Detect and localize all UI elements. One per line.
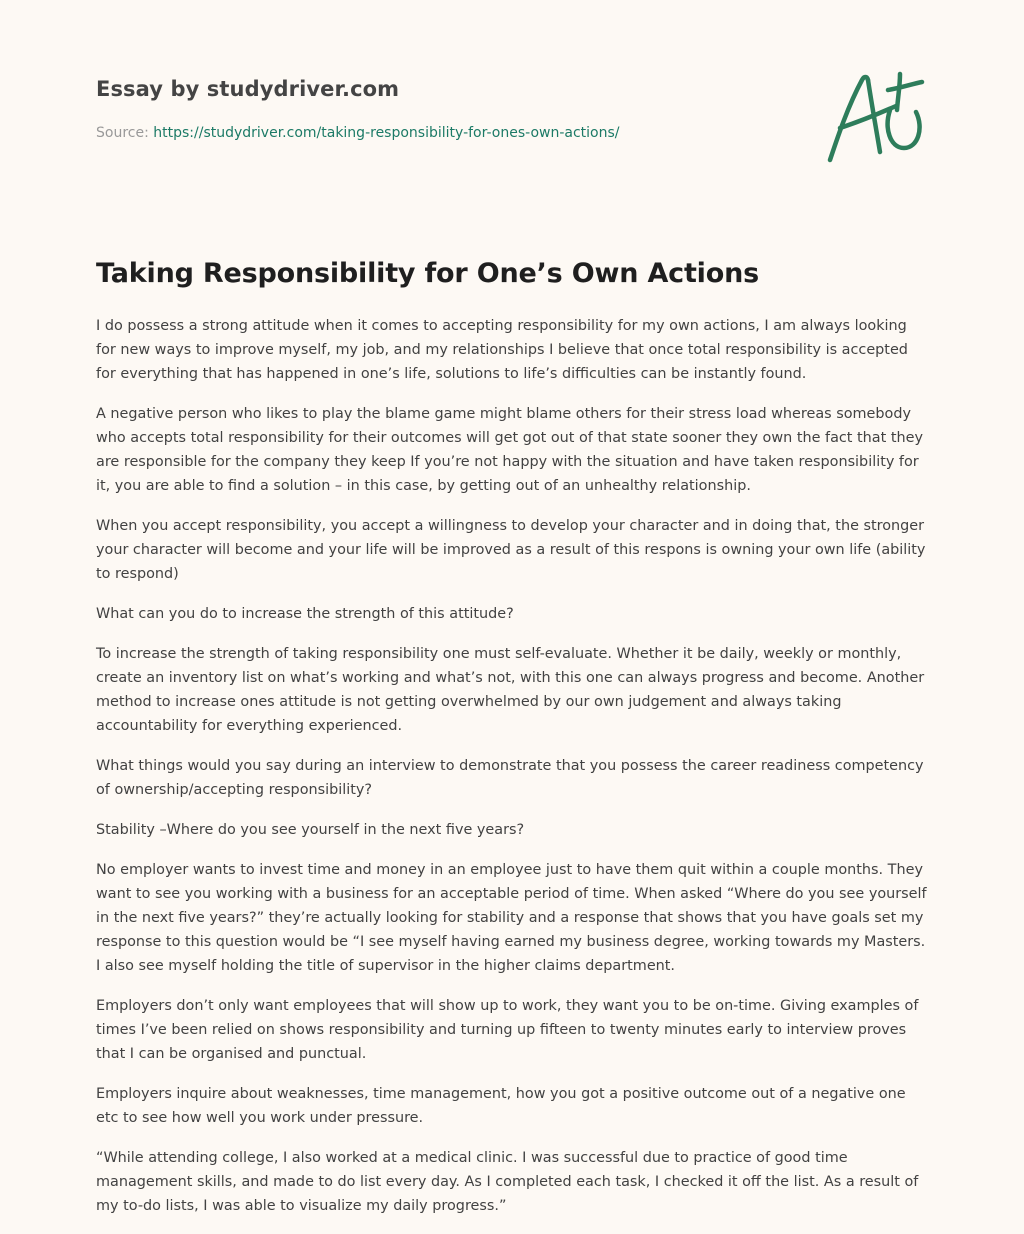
- essay-paragraph: Employers inquire about weaknesses, time management, how you got a positive outcome out of a negative one etc to see how well you work under pressure.: [96, 1086, 906, 1126]
- source-line: [96, 123, 796, 143]
- essay-paragraph: “While attending college, I also worked at a medical clinic. I was successful due to practice of good time management skills, and made to do list every day. As I completed each task, I checked it off the list. As a result of my to-do lists, I was able to visualize my daily progress.”: [96, 1150, 919, 1214]
- header: [96, 74, 796, 143]
- essay-paragraph: Stability –Where do you see yourself in the next five years?: [96, 822, 525, 838]
- essay-paragraph: When you accept responsibility, you accept a willingness to develop your character and in doing that, the stronger your character will become and your life will be improved as a result of this respons is owning your own life (ability to respond): [96, 518, 926, 582]
- essay-paragraph: Employers don’t only want employees that will show up to work, they want you to be on-time. Giving examples of times I’ve been relied on shows responsibility and turning up fifteen to twenty minutes early to interview proves that I can be organised and punctual.: [96, 998, 919, 1062]
- brand-title: Essay by studydriver.com: [96, 77, 400, 101]
- essay-body: [96, 314, 930, 1234]
- essay-paragraph: What things would you say during an interview to demonstrate that you possess the career readiness competency of ownership/accepting responsibility?: [96, 758, 924, 798]
- source-link[interactable]: https://studydriver.com/taking-responsibility-for-ones-own-actions/: [153, 125, 620, 141]
- essay-title: Taking Responsibility for One’s Own Actions: [96, 258, 759, 289]
- essay-paragraph: To increase the strength of taking responsibility one must self-evaluate. Whether it be daily, weekly or monthly, create an inventory list on what’s working and what’s not, with this one can always progress and become. Another method to increase ones attitude is not getting overwhelmed by our own judgement and always taking accountability for everything experienced.: [96, 646, 925, 734]
- source-label: Source:: [96, 125, 149, 141]
- essay-paragraph: A negative person who likes to play the blame game might blame others for their stress load whereas somebody who accepts total responsibility for their outcomes will get got out of that state sooner they own the fact that they are responsible for the company they keep If you’re not happy with the situation and have taken responsibility for it, you are able to find a solution – in this case, by getting out of an unhealthy relationship.: [96, 406, 923, 494]
- a-plus-grade-icon: [818, 66, 928, 166]
- essay-paragraph: What can you do to increase the strength of this attitude?: [96, 606, 514, 622]
- essay-paragraph: I do possess a strong attitude when it comes to accepting responsibility for my own actions, I am always looking for new ways to improve myself, my job, and my relationships I believe that once total responsibility is accepted for everything that has happened in one’s life, solutions to life’s difficulties can be instantly found.: [96, 318, 908, 382]
- essay-paragraph: No employer wants to invest time and money in an employee just to have them quit within a couple months. They want to see you working with a business for an acceptable period of time. When asked “Where do you see yourself in the next five years?” they’re actually looking for stability and a response that shows that you have goals set my response to this question would be “I see myself having earned my business degree, working towards my Masters. I also see myself holding the title of supervisor in the higher claims department.: [96, 862, 927, 974]
